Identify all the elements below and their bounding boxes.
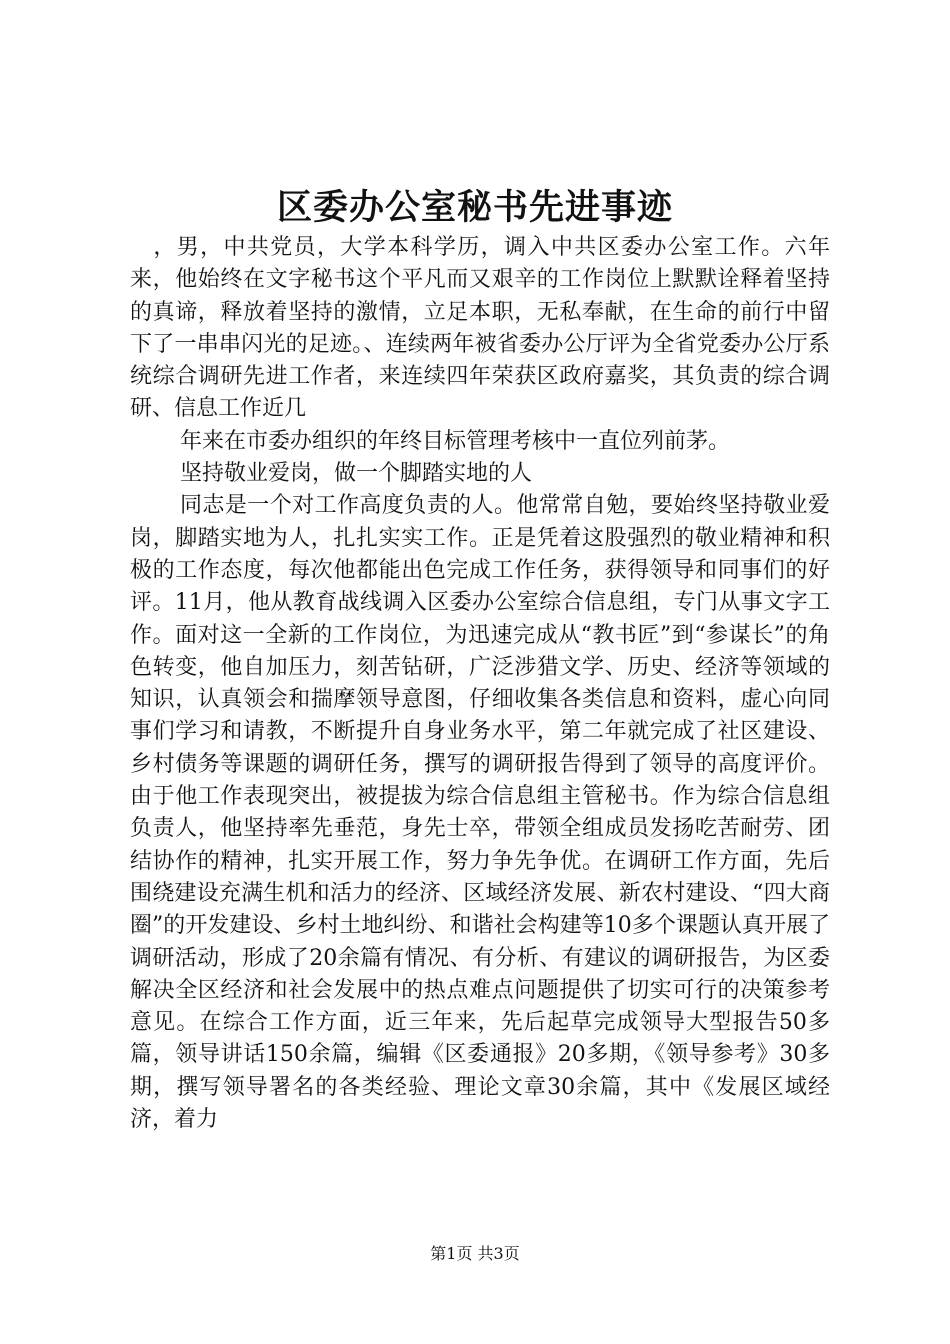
document-body [130,232,830,1136]
section-heading: 坚持敬业爱岗，做一个脚踏实地的人 [180,461,533,487]
page-footer: 第1页 共3页 [430,1244,520,1263]
paragraph-continuation: 年来在市委办组织的年终目标管理考核中一直位列前茅。 [180,428,731,454]
paragraph-main: 同志是一个对工作高度负责的人。他常常自勉，要始终坚持敬业爱岗，脚踏实地为人，扎扎实实工作。正是凭着这股强烈的敬业精神和积极的工作态度，每次他都能出色完成工作任务，获得领导和同事们的好评。11月，他从教育战线调入区委办公室综合信息组，专门从事文字工作。面对这一全新的工作岗位，为迅速完成从“教书匠”到“参谋长”的角色转变，他自加压力，刻苦钻研，广泛涉猎文学、历史、经济等领域的知识，认真领会和揣摩领导意图，仔细收集各类信息和资料，虚心向同事们学习和请教，不断提升自身业务水平，第二年就完成了社区建设、乡村债务等课题的调研任务，撰写的调研报告得到了领导的高度评价。由于他工作表现突出，被提拔为综合信息组主管秘书。作为综合信息组负责人，他坚持率先垂范，身先士卒，带领全组成员发扬吃苦耐劳、团结协作的精神，扎实开展工作，努力争先争优。在调研工作方面，先后围绕建设充满生机和活力的经济、区域经济发展、新农村建设、“四大商圈”的开发建设、乡村土地纠纷、和谐社会构建等10多个课题认真开展了调研活动，形成了20余篇有情况、有分析、有建议的调研报告，为区委解决全区经济和社会发展中的热点难点问题提供了切实可行的决策参考意见。在综合工作方面，近三年来，先后起草完成领导大型报告50多篇，领导讲话150余篇，编辑《区委通报》20多期，《领导参考》30多期，撰写领导署名的各类经验、理论文章30余篇，其中《发展区域经济，着力 [130,493,830,1133]
document-title: 区委办公室秘书先进事迹 [276,187,673,228]
paragraph-intro: ，男，中共党员，大学本科学历，调入中共区委办公室工作。六年来，他始终在文字秘书这个平凡而又艰辛的工作岗位上默默诠释着坚持的真谛，释放着坚持的激情，立足本职，无私奉献，在生命的前行中留下了一串串闪光的足迹。、连续两年被省委办公厅评为全省党委办公厅系统综合调研先进工作者，来连续四年荣获区政府嘉奖，其负责的综合调研、信息工作近几 [130,235,830,422]
